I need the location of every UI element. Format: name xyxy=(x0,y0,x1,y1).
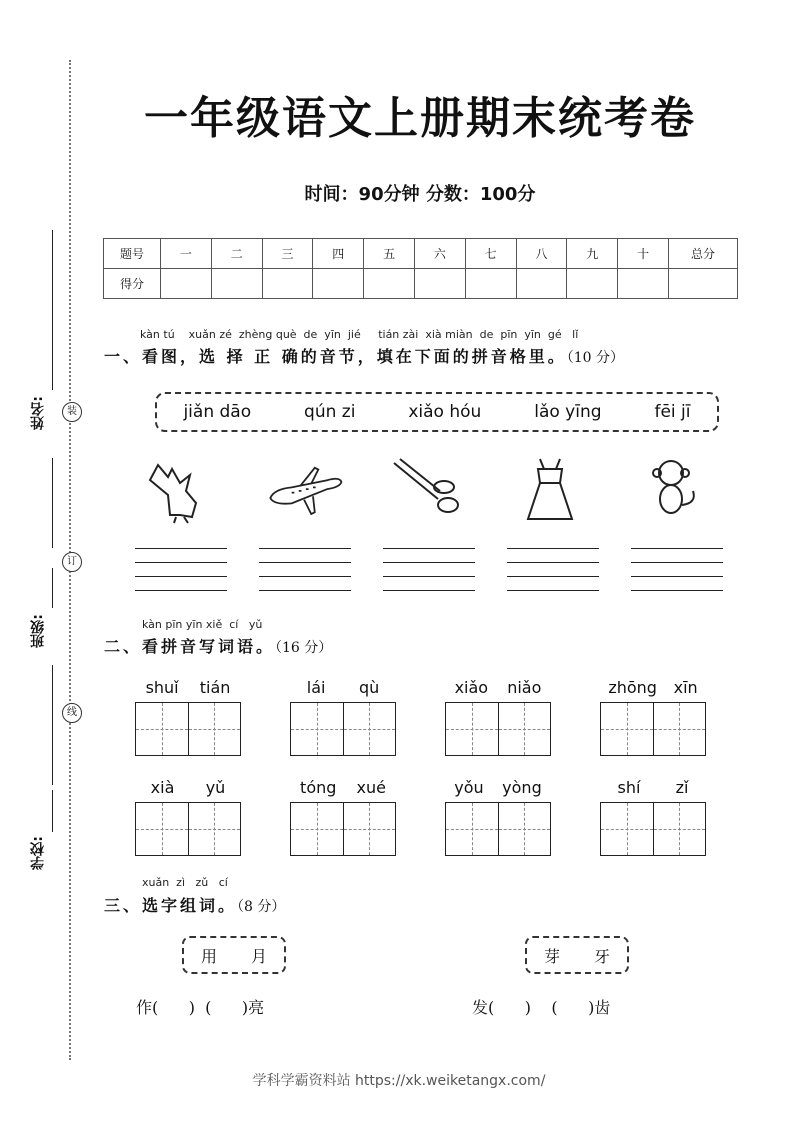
class-field-line[interactable] xyxy=(52,568,53,608)
score-table-header-row xyxy=(104,239,738,269)
q3-char-pair-box xyxy=(182,936,286,974)
name-field-line[interactable] xyxy=(52,230,53,390)
footer-watermark: 学科学霸资料站 https://xk.weiketangx.com/ xyxy=(252,1073,546,1089)
score-row-label: 得分 xyxy=(104,269,161,299)
name-field-line-2 xyxy=(52,458,53,548)
q1-option: qún zi xyxy=(304,402,356,422)
q2-title-text: 二、看拼音写词语。 xyxy=(104,637,276,656)
score-cell[interactable] xyxy=(618,269,669,299)
q2-word-pinyin: niǎo xyxy=(507,678,542,697)
q3-title-pinyin: xuǎn zì zǔ cí xyxy=(142,876,228,889)
score-cell[interactable] xyxy=(414,269,465,299)
monkey-icon xyxy=(635,455,715,525)
score-cell[interactable] xyxy=(262,269,313,299)
score-header-cell: 六 xyxy=(414,239,465,269)
q2-writing-grid[interactable] xyxy=(290,802,396,856)
q3-fill-blank[interactable]: 作( ) ( )亮 xyxy=(136,998,265,1017)
score-header-cell: 四 xyxy=(313,239,364,269)
q2-word-pinyin: shí xyxy=(617,778,641,797)
scissors-icon xyxy=(390,455,470,525)
dress-icon xyxy=(510,455,590,525)
q2-word xyxy=(290,678,396,756)
q2-word-pinyin: xīn xyxy=(673,678,698,697)
q2-word-pinyin: shuǐ xyxy=(145,678,179,697)
q2-word-pinyin: lái xyxy=(306,678,326,697)
q2-word xyxy=(290,778,396,856)
score-cell[interactable] xyxy=(161,269,212,299)
class-field-label: 班级: xyxy=(30,614,46,648)
q2-word-pinyin: yǔ xyxy=(205,778,226,797)
eagle-icon xyxy=(140,455,220,525)
q2-word-pinyin: qù xyxy=(358,678,380,697)
q3-char-option: 月 xyxy=(250,946,267,966)
q1-option: lǎo yīng xyxy=(534,402,602,422)
q2-word-pinyin: yòng xyxy=(502,778,542,797)
score-cell[interactable] xyxy=(465,269,516,299)
q3-points: （8 分） xyxy=(237,899,286,915)
q2-word-pinyin: yǒu xyxy=(454,778,484,797)
q2-word xyxy=(135,778,241,856)
q1-options-box xyxy=(155,392,719,432)
q3-title-text: 三、选字组词。 xyxy=(104,896,238,915)
score-header-cell: 题号 xyxy=(104,239,161,269)
q3-title xyxy=(104,893,285,916)
score-cell[interactable] xyxy=(567,269,618,299)
q1-option: fēi jī xyxy=(654,402,691,422)
q2-word xyxy=(445,678,551,756)
score-header-cell: 十 xyxy=(618,239,669,269)
q2-writing-grid[interactable] xyxy=(445,802,551,856)
q1-answer-lines[interactable] xyxy=(631,548,723,604)
q2-word-pinyin: zhōng xyxy=(608,678,657,697)
binding-label-ding: 订 xyxy=(62,552,82,572)
score-header-cell: 一 xyxy=(161,239,212,269)
q1-title xyxy=(104,344,624,367)
airplane-icon xyxy=(265,455,345,525)
q1-answer-lines[interactable] xyxy=(135,548,227,604)
score-header-cell: 九 xyxy=(567,239,618,269)
q2-word-pinyin: tián xyxy=(199,678,231,697)
score-table-score-row xyxy=(104,269,738,299)
q3-char-option: 芽 xyxy=(543,946,560,966)
q2-word xyxy=(445,778,551,856)
binding-label-zhuang: 装 xyxy=(62,402,82,422)
q2-word-pinyin: xiǎo xyxy=(454,678,489,697)
class-field-line-2 xyxy=(52,665,53,785)
q1-option: jiǎn dāo xyxy=(183,402,252,422)
q1-answer-lines[interactable] xyxy=(507,548,599,604)
q2-writing-grid[interactable] xyxy=(135,702,241,756)
q2-word xyxy=(135,678,241,756)
name-field-label: 姓名: xyxy=(30,396,46,430)
q1-option: xiǎo hóu xyxy=(408,402,482,422)
q3-char-pair-box xyxy=(525,936,629,974)
q2-title-pinyin: kàn pīn yīn xiě cí yǔ xyxy=(142,618,263,631)
score-header-cell: 七 xyxy=(465,239,516,269)
q1-answer-lines[interactable] xyxy=(383,548,475,604)
q2-writing-grid[interactable] xyxy=(445,702,551,756)
school-field-line[interactable] xyxy=(52,790,53,832)
binding-label-xian: 线 xyxy=(62,703,82,723)
q2-title xyxy=(104,634,332,657)
score-header-cell: 八 xyxy=(516,239,567,269)
q2-word-pinyin: xià xyxy=(150,778,175,797)
q3-char-option: 牙 xyxy=(593,946,610,966)
score-header-cell: 二 xyxy=(211,239,262,269)
q2-word-pinyin: zǐ xyxy=(675,778,689,797)
q1-points: （10 分） xyxy=(566,350,624,366)
q2-writing-grid[interactable] xyxy=(600,802,706,856)
score-cell[interactable] xyxy=(516,269,567,299)
q1-title-text: 一、看图，选 择 正 确的音节，填在下面的拼音格里。 xyxy=(104,347,567,366)
q3-char-option: 用 xyxy=(200,946,217,966)
page-title: 一年级语文上册期末统考卷 xyxy=(144,93,696,144)
q2-word-pinyin: xué xyxy=(356,778,386,797)
score-table xyxy=(103,238,738,299)
q2-writing-grid[interactable] xyxy=(600,702,706,756)
q1-title-pinyin: kàn tú xuǎn zé zhèng què de yīn jié tián zài xià miàn de pīn yīn gé lǐ xyxy=(140,328,579,341)
score-cell[interactable] xyxy=(313,269,364,299)
score-header-cell: 总分 xyxy=(669,239,738,269)
score-cell[interactable] xyxy=(364,269,415,299)
q2-writing-grid[interactable] xyxy=(135,802,241,856)
q3-fill-blank[interactable]: 发( ) ( )齿 xyxy=(472,998,611,1017)
q2-word xyxy=(600,778,706,856)
q2-word-pinyin: tóng xyxy=(300,778,337,797)
exam-info: 时间：90分钟 分数：100分 xyxy=(304,184,536,205)
score-cell[interactable] xyxy=(211,269,262,299)
score-cell[interactable] xyxy=(669,269,738,299)
q1-answer-lines[interactable] xyxy=(259,548,351,604)
school-field-label: 学校: xyxy=(30,836,46,870)
q2-points: （16 分） xyxy=(275,640,333,656)
q2-writing-grid[interactable] xyxy=(290,702,396,756)
score-header-cell: 五 xyxy=(364,239,415,269)
score-header-cell: 三 xyxy=(262,239,313,269)
q2-word xyxy=(600,678,706,756)
